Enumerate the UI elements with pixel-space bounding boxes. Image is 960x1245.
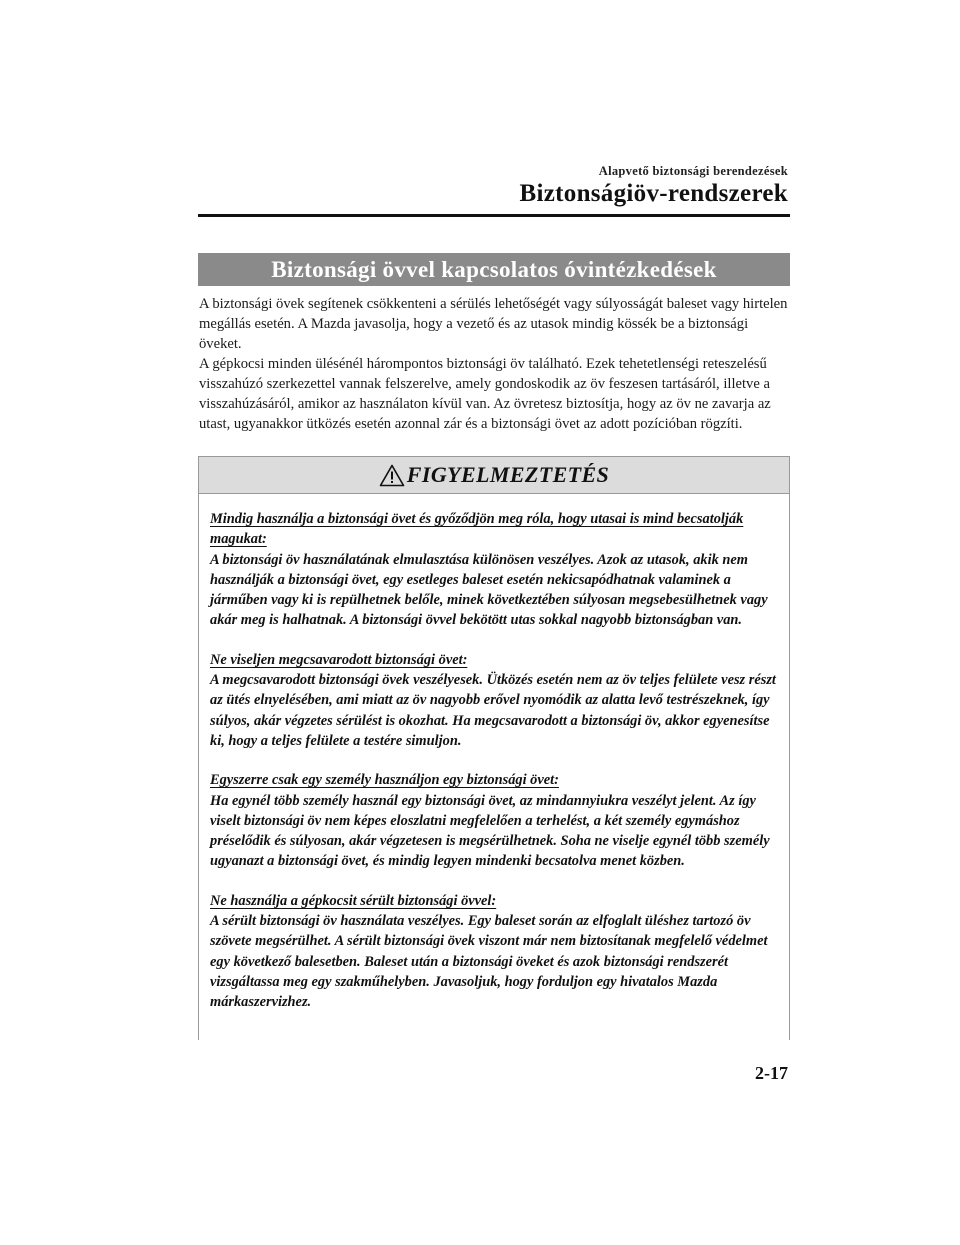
intro-paragraph: A biztonsági övek segítenek csökkenteni a sérülés lehetőségét vagy súlyosságát baleset vagy hirtelen megállás esetén. A Mazda javasolja, hogy a vezető és az utasok mindig kössék be a biztonsági öveket. — [199, 296, 788, 352]
warning-item — [210, 650, 781, 751]
warning-body — [199, 509, 789, 1013]
warning-item — [210, 509, 781, 631]
warning-item-text: A megcsavarodott biztonsági övek veszélyesek. Ütközés esetén nem az öv teljes felülete vesz részt az ütés elnyelésében, ami miatt az öv nagyobb erővel nyomódik az alatta levő testrészeknek, így súlyos, akár végzetes sérülést is okozhat. Ha megcsavarodott a biztonsági öv, akkor egyenesítse ki, hogy a teljes felülete a testére simuljon. — [210, 672, 776, 749]
warning-item — [210, 770, 781, 871]
warning-title: FIGYELMEZTETÉS — [406, 462, 610, 487]
warning-item — [210, 891, 781, 1013]
page-number: 2-17 — [755, 1063, 788, 1083]
page-title: Biztonságiöv-rendszerek — [519, 180, 788, 207]
warning-item-heading: Ne használja a gépkocsit sérült biztonsági övvel: — [210, 892, 497, 909]
intro-paragraph: A gépkocsi minden ülésénél hárompontos biztonsági öv található. Ezek tehetetlenségi reteszelésű visszahúzó szerkezettel vannak felszerelve, amely gondoskodik az öv feszesen tartásáról, illetve a visszahúzásáról, amikor az használaton kívül van. Az övretesz biztosítja, hogy az öv ne zavarja az utast, ugyanakkor ütközés esetén azonnal zár és a biztonsági övet az adott pozícióban rögzíti. — [199, 356, 771, 432]
warning-box — [198, 456, 790, 1040]
header-divider — [198, 214, 790, 217]
warning-item-heading: Ne viseljen megcsavarodott biztonsági övet: — [210, 651, 468, 668]
warning-item-heading: Mindig használja a biztonsági övet és győződjön meg róla, hogy utasai is mind becsatolják magukat: — [210, 511, 744, 548]
warning-item-text: A sérült biztonsági öv használata veszélyes. Egy baleset során az elfoglalt üléshez tartozó öv szövete megsérülhet. A sérült biztonsági övek viszont már nem biztosítanak megfelelő védelmet egy következő balesetben. Baleset után a biztonsági öveket és azok biztonsági rendszerét vizsgáltassa meg egy szakműhelyben. Javasoljuk, hogy forduljon egy hivatalos Mazda márkaszervizhez. — [210, 913, 768, 1011]
warning-item-text: A biztonsági öv használatának elmulasztása különösen veszélyes. Azok az utasok, akik nem használják a biztonsági övet, egy esetleges baleset esetén nekicsapódhatnak valaminek a járműben vagy ki is repülhetnek belőle, minek következtében súlyosan megsebesülhetnek vagy akár meg is halhatnak. A biztonsági övvel bekötött utas sokkal nagyobb biztonságban van. — [210, 551, 768, 629]
warning-triangle-icon — [379, 464, 405, 487]
section-heading: Biztonsági övvel kapcsolatos óvintézkedések — [198, 253, 790, 286]
intro-text — [199, 294, 791, 434]
warning-header — [199, 457, 789, 494]
warning-item-text: Ha egynél több személy használ egy biztonsági övet, az mindannyiukra veszélyt jelent. Az így viselt biztonsági öv nem képes eloszlatni megfelelően a terhelést, a két személy egymáshoz préselődik és súlyosan, akár végzetesen is megsérülhetnek. Soha ne viselje egynél több személy ugyanazt a biztonsági övet, és mindig legyen mindenki becsatolva menet közben. — [210, 792, 770, 870]
warning-item-heading: Egyszerre csak egy személy használjon egy biztonsági övet: — [210, 772, 559, 789]
chapter-title: Alapvető biztonsági berendezések — [598, 164, 788, 178]
